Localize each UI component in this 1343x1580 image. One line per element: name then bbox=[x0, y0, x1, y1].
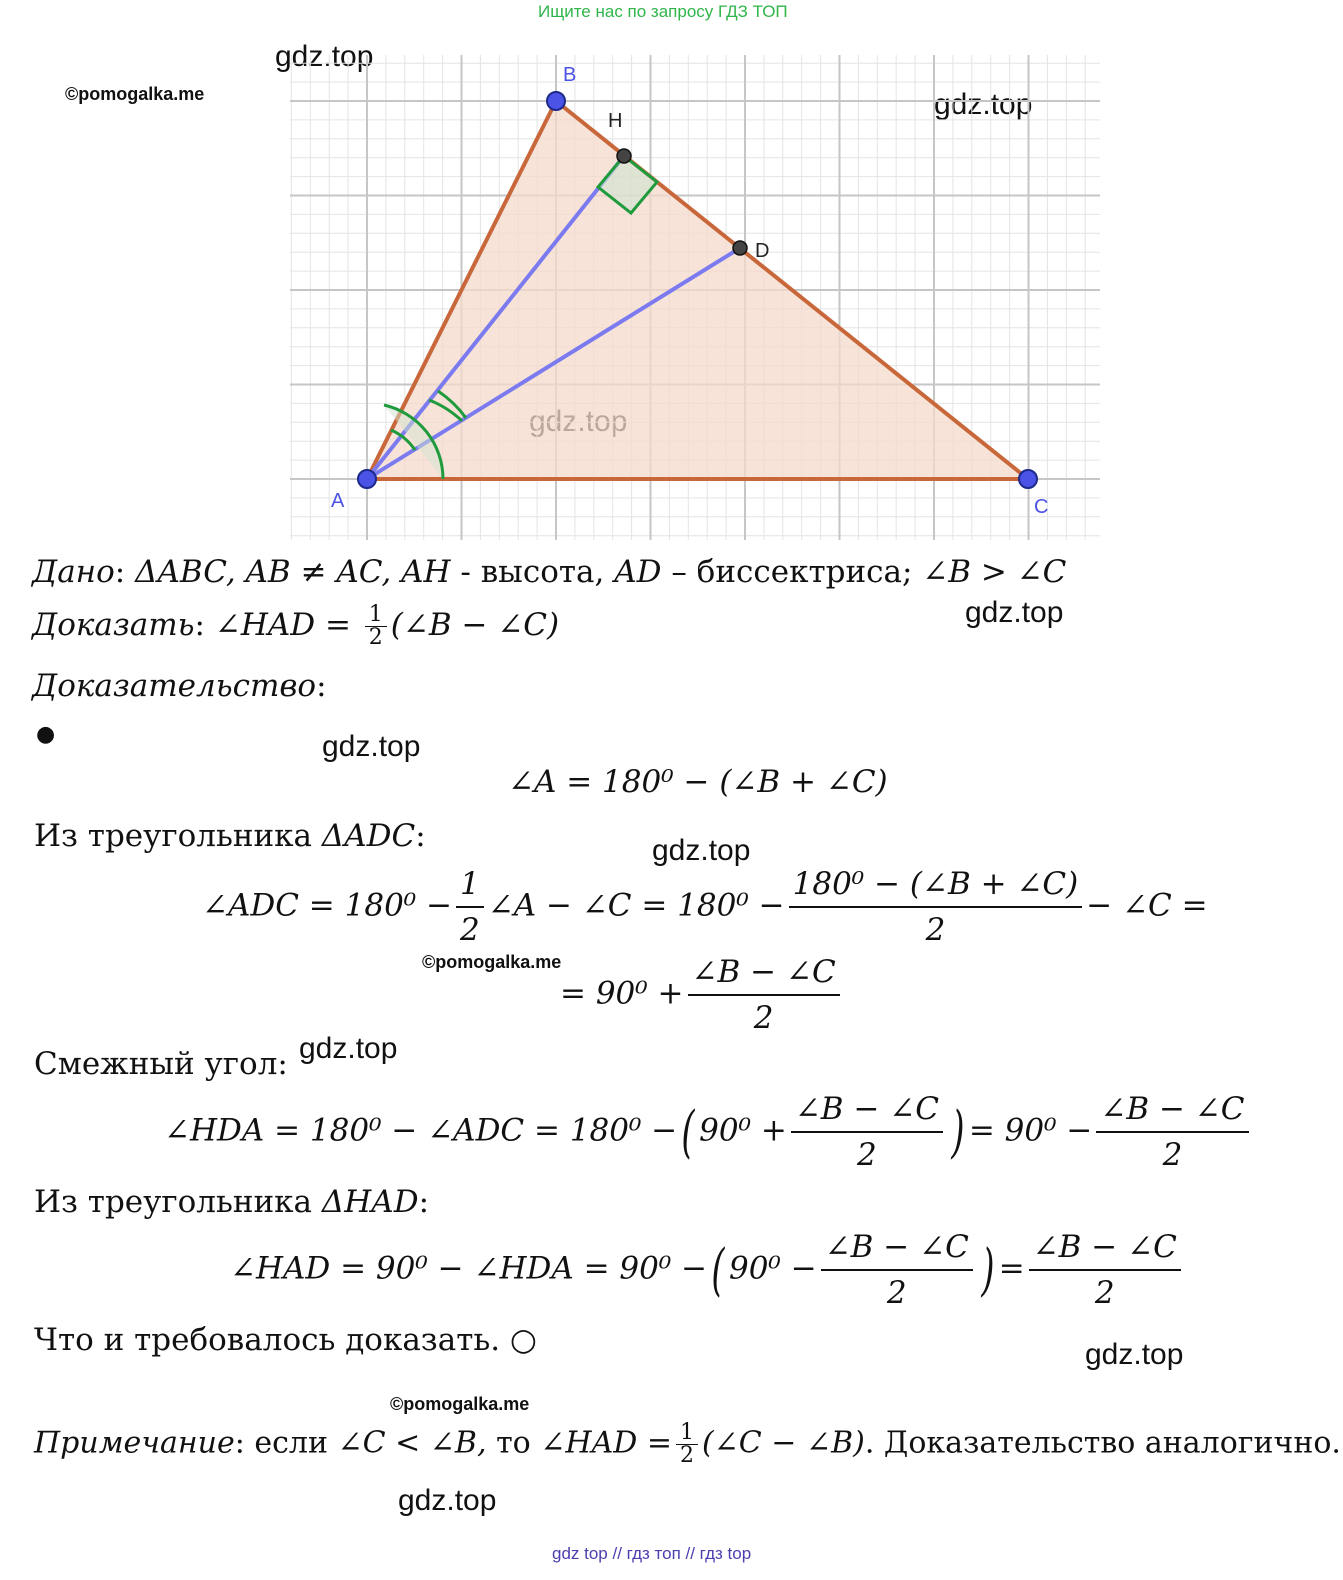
prove-line bbox=[32, 604, 559, 649]
numerator: 1 bbox=[365, 604, 387, 627]
note-line bbox=[34, 1422, 1341, 1467]
label-d: D bbox=[755, 240, 770, 262]
numerator: 1 bbox=[676, 1422, 698, 1445]
equation-hda bbox=[164, 1087, 1253, 1177]
denominator: 2 bbox=[1094, 1275, 1115, 1311]
equation-had bbox=[230, 1225, 1185, 1315]
vertex-b bbox=[547, 92, 565, 110]
watermark: gdz.top bbox=[275, 40, 374, 73]
label-b: B bbox=[563, 64, 577, 86]
math: ∠B > ∠C bbox=[922, 554, 1067, 590]
text: : bbox=[194, 607, 215, 643]
numerator: ∠B − ∠C bbox=[1029, 1225, 1181, 1271]
copyright: ©pomogalka.me bbox=[422, 952, 562, 972]
fraction bbox=[365, 604, 387, 649]
label-h: H bbox=[608, 110, 623, 132]
proof-line bbox=[32, 666, 327, 706]
paren: ( bbox=[711, 1237, 725, 1303]
copyright: ©pomogalka.me bbox=[65, 84, 205, 104]
top-banner: Ищите нас по запросу ГДЗ ТОП bbox=[538, 2, 788, 21]
watermark: gdz.top bbox=[965, 596, 1064, 629]
watermark: gdz.top bbox=[934, 88, 1033, 121]
text: Из треугольника bbox=[34, 818, 322, 854]
footer-links[interactable]: gdz top // гдз топ // гдз top bbox=[552, 1544, 752, 1563]
step-adjacent-angle: Смежный угол: bbox=[34, 1046, 288, 1082]
watermark: gdz.top bbox=[398, 1484, 497, 1517]
fraction bbox=[1096, 1087, 1248, 1177]
math: ΔHAD bbox=[321, 1184, 419, 1220]
step-triangle-had bbox=[34, 1182, 429, 1222]
text: : если bbox=[234, 1425, 338, 1461]
label-c: C bbox=[1034, 496, 1049, 518]
math: ∠C < ∠B, bbox=[337, 1425, 487, 1461]
watermark: gdz.top bbox=[299, 1032, 398, 1065]
numerator: ∠B − ∠C bbox=[791, 1087, 943, 1133]
triangle-figure bbox=[0, 0, 1343, 545]
denominator: 2 bbox=[925, 912, 946, 948]
text: Из треугольника bbox=[34, 1184, 322, 1220]
watermark: gdz.top bbox=[652, 834, 751, 867]
math: − ∠C = bbox=[1086, 887, 1208, 924]
given-label: Дано bbox=[32, 554, 115, 590]
math: ∠HAD = bbox=[540, 1425, 672, 1461]
math: (∠C − ∠B) bbox=[701, 1425, 865, 1461]
point-h bbox=[617, 149, 631, 163]
fraction bbox=[789, 862, 1083, 952]
label-a: A bbox=[331, 490, 345, 512]
denominator: 2 bbox=[679, 1443, 694, 1468]
numerator: 180⁰ − (∠B + ∠C) bbox=[789, 862, 1083, 908]
copyright: ©pomogalka.me bbox=[390, 1394, 530, 1414]
text: : bbox=[415, 818, 426, 854]
math: ∠HAD = bbox=[214, 607, 361, 643]
vertex-c bbox=[1019, 470, 1037, 488]
denominator: 2 bbox=[857, 1137, 877, 1173]
denominator: 2 bbox=[886, 1275, 907, 1311]
math: 90⁰ + bbox=[699, 1112, 787, 1149]
point-d bbox=[733, 241, 747, 255]
math: (∠B − ∠C) bbox=[390, 607, 560, 643]
bullet: ● bbox=[36, 722, 56, 747]
prove-label: Доказать bbox=[32, 607, 195, 643]
watermark: gdz.top bbox=[1085, 1338, 1184, 1371]
equation-adc bbox=[202, 862, 1208, 952]
numerator: 1 bbox=[456, 862, 484, 908]
math: AD bbox=[614, 554, 662, 590]
step-triangle-adc bbox=[34, 816, 426, 856]
math: ΔABC, AB ≠ AC, AH bbox=[135, 554, 451, 590]
math: = bbox=[998, 1250, 1025, 1287]
math: ΔADC bbox=[321, 818, 416, 854]
fraction bbox=[1029, 1225, 1181, 1315]
watermark: gdz.top bbox=[322, 730, 421, 763]
text: : bbox=[114, 554, 136, 590]
qed-line: Что и требовалось доказать. ○ bbox=[34, 1322, 537, 1358]
math: ∠HAD = 90⁰ − ∠HDA = 90⁰ − bbox=[230, 1250, 708, 1287]
proof-label: Доказательство bbox=[32, 668, 317, 704]
equation-adc-result bbox=[560, 950, 844, 1040]
math: ∠A − ∠C = 180⁰ − bbox=[487, 887, 785, 924]
fraction bbox=[456, 862, 484, 952]
text: : bbox=[418, 1184, 430, 1220]
math: 90⁰ − bbox=[728, 1250, 817, 1287]
math: = 90⁰ − bbox=[968, 1112, 1093, 1149]
denominator: 2 bbox=[460, 912, 480, 948]
math: ∠HDA = 180⁰ − ∠ADC = 180⁰ − bbox=[164, 1112, 678, 1149]
denominator: 2 bbox=[368, 625, 383, 650]
vertex-a bbox=[358, 470, 376, 488]
equation-angle-a: ∠A = 180⁰ − (∠B + ∠C) bbox=[508, 764, 888, 800]
paren: ) bbox=[951, 1099, 965, 1165]
math: ∠ADC = 180⁰ − bbox=[202, 887, 453, 924]
denominator: 2 bbox=[1162, 1137, 1183, 1173]
text: – биссектриса; bbox=[661, 554, 923, 590]
fraction bbox=[821, 1225, 973, 1315]
numerator: ∠B − ∠C bbox=[1096, 1087, 1248, 1133]
text: то bbox=[486, 1425, 541, 1461]
numerator: ∠B − ∠C bbox=[821, 1225, 973, 1271]
text: : bbox=[316, 668, 327, 704]
note-label: Примечание bbox=[34, 1425, 235, 1461]
text: . Доказательство аналогично. bbox=[864, 1425, 1341, 1461]
fraction bbox=[676, 1422, 698, 1467]
given-line bbox=[32, 552, 1066, 592]
text: - высота, bbox=[450, 554, 615, 590]
paren: ( bbox=[681, 1099, 695, 1165]
math: = 90⁰ + bbox=[560, 975, 684, 1012]
paren: ) bbox=[981, 1237, 995, 1303]
denominator: 2 bbox=[753, 1000, 774, 1036]
fraction bbox=[791, 1087, 943, 1177]
fraction bbox=[688, 950, 840, 1040]
numerator: ∠B − ∠C bbox=[688, 950, 840, 996]
